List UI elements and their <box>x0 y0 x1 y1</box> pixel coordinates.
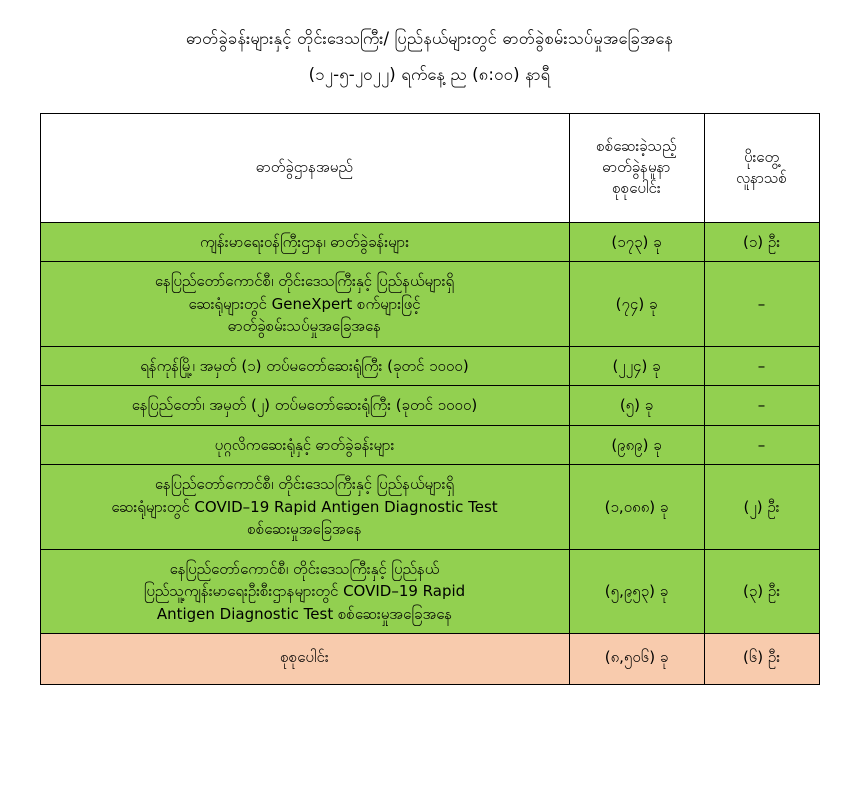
page-subtitle: (၁၂-၅-၂၀၂၂) ရက်နေ့ ည (၈:၀၀) နာရီ <box>308 65 551 85</box>
cell-tested-total: (၅,၉၅၃) ခု <box>569 549 704 634</box>
lab-test-table <box>40 113 820 686</box>
cell-lab-name-line3: ဓာတ်ခွဲစမ်းသပ်မှုအခြေအနေ <box>228 317 381 336</box>
cell-total-label: စုစုပေါင်း <box>40 634 569 685</box>
cell-lab-name-line1: နေပြည်တော်ကောင်စီ၊ တိုင်းဒေသကြီးနှင့် ပြည်နယ် <box>169 559 440 578</box>
cell-total-new-cases: (၆) ဦး <box>704 634 819 685</box>
document-title-block <box>0 0 859 87</box>
cell-lab-name-line3: စစ်ဆေးမှုအခြေအနေ <box>247 520 362 539</box>
cell-new-cases: – <box>704 262 819 347</box>
cell-new-cases: (၃) ဦး <box>704 549 819 634</box>
table-row <box>40 386 819 426</box>
column-header-new-cases-line2: လူနာသစ် <box>736 168 787 187</box>
table-row <box>40 549 819 634</box>
table-row <box>40 425 819 465</box>
cell-new-cases: – <box>704 346 819 386</box>
table-total-row <box>40 634 819 685</box>
cell-new-cases: (၁) ဦး <box>704 222 819 262</box>
column-header-tested-total-line1: စစ်ဆေးခဲ့သည့် <box>596 137 677 156</box>
table-row <box>40 222 819 262</box>
cell-lab-name-line1: ပုဂ္ဂလိကဆေးရုံနှင့် ဓာတ်ခွဲခန်းများ <box>214 435 395 454</box>
table-head <box>40 113 819 222</box>
cell-tested-total: (၇၄) ခု <box>569 262 704 347</box>
column-header-tested-total <box>569 113 704 222</box>
table-body <box>40 222 819 685</box>
cell-total-tested: (၈,၅၀၆) ခု <box>569 634 704 685</box>
cell-tested-total: (၁၇၃) ခု <box>569 222 704 262</box>
cell-lab-name-line1: ကျန်းမာရေးဝန်ကြီးဌာန၊ ဓာတ်ခွဲခန်းများ <box>199 232 410 251</box>
cell-lab-name-line2: ဆေးရုံများတွင် COVID–19 Rapid Antigen Diagnostic Test <box>111 497 498 516</box>
column-header-lab-name: ဓာတ်ခွဲဌာနအမည် <box>40 113 569 222</box>
cell-tested-total: (၂၂၄) ခု <box>569 346 704 386</box>
cell-lab-name <box>40 549 569 634</box>
column-header-new-cases <box>704 113 819 222</box>
table-row <box>40 346 819 386</box>
cell-lab-name-line2: ဆေးရုံများတွင် GeneXpert စက်များဖြင့် <box>188 294 421 313</box>
cell-lab-name-line1: နေပြည်တော်ကောင်စီ၊ တိုင်းဒေသကြီးနှင့် ပြည်နယ်များရှိ <box>154 272 455 291</box>
cell-lab-name <box>40 262 569 347</box>
cell-new-cases: – <box>704 425 819 465</box>
table-row <box>40 262 819 347</box>
cell-lab-name-line3: Antigen Diagnostic Test စစ်ဆေးမှုအခြေအနေ <box>156 604 453 623</box>
page-title: ဓာတ်ခွဲခန်းများနှင့် တိုင်းဒေသကြီး/ ပြည်နယ်များတွင် ဓာတ်ခွဲစမ်းသပ်မှုအခြေအနေ <box>185 29 674 48</box>
cell-new-cases: – <box>704 386 819 426</box>
cell-lab-name-line2: ပြည်သူ့ကျန်းမာရေးဦးစီးဌာနများတွင် COVID–19 Rapid <box>143 582 466 601</box>
column-header-tested-total-line3: စုစုပေါင်း <box>612 179 661 198</box>
cell-tested-total: (၅) ခု <box>569 386 704 426</box>
cell-lab-name <box>40 222 569 262</box>
column-header-new-cases-line1: ပိုးတွေ့ <box>743 147 780 166</box>
column-header-tested-total-line2: ဓာတ်ခွဲနမူနာ <box>602 158 671 177</box>
cell-lab-name <box>40 425 569 465</box>
cell-tested-total: (၁,၀၈၈) ခု <box>569 465 704 550</box>
cell-lab-name-line1: နေပြည်တော်၊ အမှတ် (၂) တပ်မတော်ဆေးရုံကြီး (ခုတင် ၁၀၀၀) <box>131 396 478 415</box>
cell-lab-name-line1: နေပြည်တော်ကောင်စီ၊ တိုင်းဒေသကြီးနှင့် ပြည်နယ်များရှိ <box>154 475 455 494</box>
table-header-row <box>40 113 819 222</box>
cell-new-cases: (၂) ဦး <box>704 465 819 550</box>
table-row <box>40 465 819 550</box>
cell-tested-total: (၉၈၉) ခု <box>569 425 704 465</box>
cell-lab-name <box>40 346 569 386</box>
cell-lab-name-line1: ရန်ကုန်မြို့၊ အမှတ် (၁) တပ်မတော်ဆေးရုံကြီး (ခုတင် ၁၀၀၀) <box>140 356 469 375</box>
cell-lab-name <box>40 465 569 550</box>
cell-lab-name <box>40 386 569 426</box>
